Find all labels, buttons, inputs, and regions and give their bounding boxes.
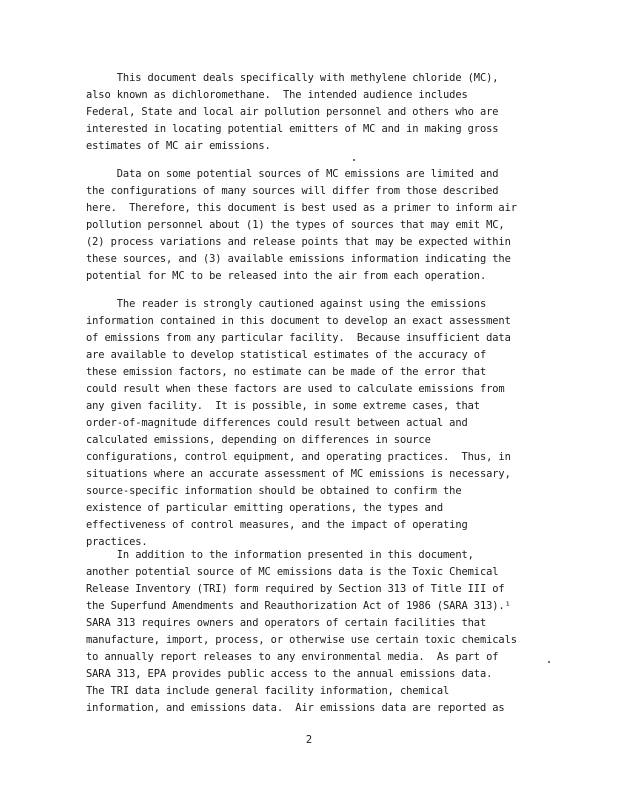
text-line: also known as dichloromethane. The intended audience includes	[86, 89, 468, 101]
text-line: (2) process variations and release points that may be expected within	[86, 236, 511, 248]
text-line: manufacture, import, process, or otherwise use certain toxic chemicals	[86, 634, 517, 646]
text-line: estimates of MC air emissions.	[86, 140, 271, 152]
text-line: of emissions from any particular facility. Because insufficient data	[86, 332, 511, 344]
text-line: pollution personnel about (1) the types of sources that may emit MC,	[86, 219, 505, 231]
text-line: order-of-magnitude differences could result between actual and	[86, 417, 468, 429]
paragraph-caution	[86, 296, 556, 551]
paragraph-intro	[86, 70, 556, 155]
text-line: Data on some potential sources of MC emissions are limited and	[86, 168, 499, 180]
text-line: information, and emissions data. Air emissions data are reported as	[86, 702, 505, 714]
scan-speck	[548, 661, 550, 663]
text-line: the Superfund Amendments and Reauthorization Act of 1986 (SARA 313).¹	[86, 600, 511, 612]
page-number: 2	[305, 734, 313, 746]
text-line: these sources, and (3) available emissions information indicating the	[86, 253, 511, 265]
paragraph-tri	[86, 547, 556, 717]
text-line: could result when these factors are used to calculate emissions from	[86, 383, 505, 395]
text-line: information contained in this document to develop an exact assessment	[86, 315, 511, 327]
text-line: another potential source of MC emissions data is the Toxic Chemical	[86, 566, 499, 578]
text-line: SARA 313, EPA provides public access to the annual emissions data.	[86, 668, 493, 680]
text-line: This document deals specifically with methylene chloride (MC),	[86, 72, 499, 84]
text-line: these emission factors, no estimate can be made of the error that	[86, 366, 487, 378]
text-line: situations where an accurate assessment of MC emissions is necessary,	[86, 468, 511, 480]
text-line: source-specific information should be obtained to confirm the	[86, 485, 462, 497]
text-line: In addition to the information presented in this document,	[86, 549, 474, 561]
text-line: any given facility. It is possible, in some extreme cases, that	[86, 400, 480, 412]
text-line: interested in locating potential emitters of MC and in making gross	[86, 123, 499, 135]
text-line: The TRI data include general facility information, chemical	[86, 685, 450, 697]
text-line: configurations, control equipment, and operating practices. Thus, in	[86, 451, 511, 463]
text-line: practices.	[86, 536, 148, 548]
text-line: to annually report releases to any environmental media. As part of	[86, 651, 499, 663]
text-line: existence of particular emitting operations, the types and	[86, 502, 444, 514]
scan-speck	[353, 159, 355, 161]
text-line: calculated emissions, depending on differences in source	[86, 434, 431, 446]
paragraph-data-sources	[86, 166, 556, 285]
text-line: effectiveness of control measures, and the impact of operating	[86, 519, 468, 531]
text-line: Release Inventory (TRI) form required by Section 313 of Title III of	[86, 583, 505, 595]
text-line: The reader is strongly cautioned against using the emissions	[86, 298, 487, 310]
text-line: are available to develop statistical estimates of the accuracy of	[86, 349, 487, 361]
text-line: Federal, State and local air pollution personnel and others who are	[86, 106, 499, 118]
text-line: the configurations of many sources will differ from those described	[86, 185, 499, 197]
text-line: potential for MC to be released into the air from each operation.	[86, 270, 487, 282]
text-line: here. Therefore, this document is best used as a primer to inform air	[86, 202, 517, 214]
text-line: SARA 313 requires owners and operators of certain facilities that	[86, 617, 487, 629]
